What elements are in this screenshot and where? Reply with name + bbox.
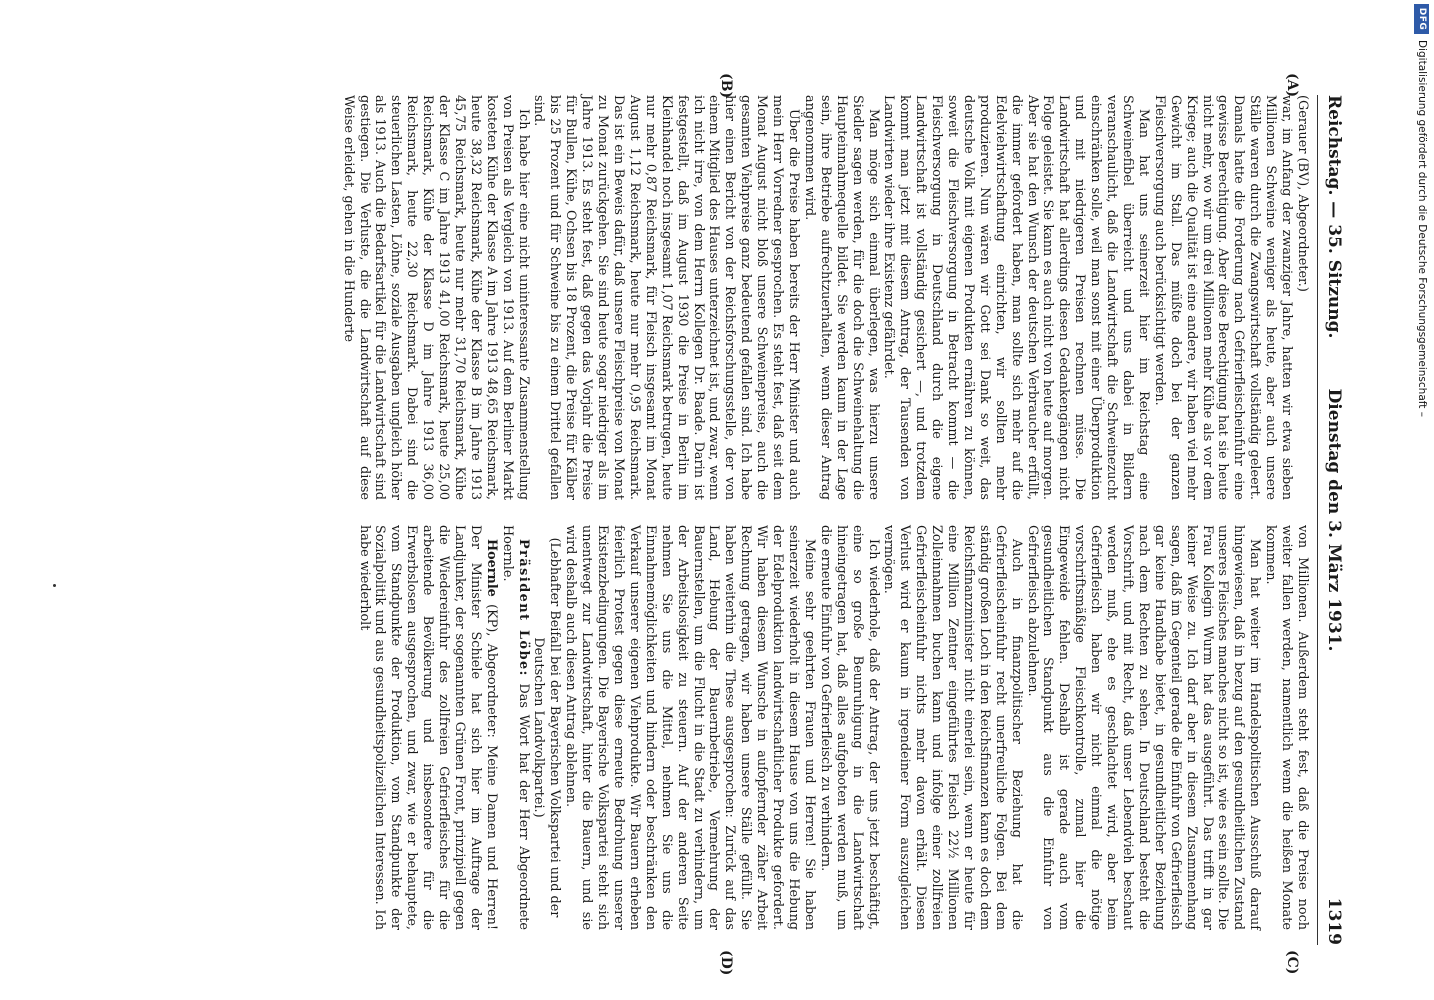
digitization-credit	[1412, 0, 1430, 1000]
header-left: Reichstag. — 35. Sitzung.	[1324, 95, 1344, 339]
paragraph: Man hat uns seinerzeit hier im Reichstag eine Schweinefibel überreicht und uns dabei in Bildern veranschaulicht, daß die Landwirtschaft die Schweinezucht einschränken solle, weil man sonst mit einer Überproduktion und mit niedrigeren Preisen rechnen müsse. Die Landwirtschaft hat allerdings diesen Gedankengängen nicht Folge geleistet. Sie kann es auch nicht von heute auf morgen. Aber sie hat den Wunsch der deutschen Verbraucher erfüllt, die immer gefordert haben, man sollte sich mehr auf die Edelviehwirtschaftung einrichten, wir sollten mehr produzieren. Nun wären wir Gott sei Dank so weit, das deutsche Volk mit eigenen Produkten ernähren zu können, soweit die Fleischversorgung in Betracht kommt — die Fleischversorgung in Deutschland durch die eigene Landwirtschaft ist vollständig gesichert —, und trotzdem kommt man jetzt mit diesem Antrag, der Tausenden von Landwirten wieder ihre Existenz gefährdet.	[881, 95, 1151, 500]
document-page	[94, 73, 1344, 976]
credit-text: Digitalisierung gefördert durch die Deutsche Forschungsgemeinschaft –	[1416, 40, 1428, 417]
paragraph: Man möge sich einmal überlegen, was hierzu unsere Siedler sagen werden, für die doch die Schweinehaltung die Haupteinnahmequelle bildet. Sie werden kaum in der Lage sein, ihre Betriebe aufrechtzuerhalten, wenn dieser Antrag angenommen wird.	[801, 95, 881, 500]
paragraph: von Millionen. Außerdem steht fest, daß die Preise noch weiter fallen werden, namentlich wenn die heißen Monate kommen.	[1263, 525, 1310, 930]
scan-speck	[53, 584, 56, 587]
paragraph: Ich wiederhole, daß der Antrag, der uns jetzt beschäftigt, eine so große Beunruhigung in die Landwirtschaft hineingetragen hat, daß alles aufgeboten werden muß, um die erneute Einfuhr von Gefrierfleisch zu verhindern.	[817, 525, 881, 930]
page-header	[1320, 95, 1344, 945]
president-text: Das Wort hat der Herr Abgeordnete Hoernle.	[499, 525, 531, 930]
paragraph: Ich habe hier eine nicht uninteressante Zusammenstellung von Preisen als Vergleich von 1913. Auf dem Berliner Markt kosteten Kühe der Klasse A im Jahre 1913 48,65 Reichsmark, heute 38,32 Reichsmark, Kühe der Klasse B im Jahre 1913 45,75 Reichsmark, heute nur mehr 31,70 Reichsmark, Kühe der Klasse C im Jahre 1913 41,00 Reichsmark, heute 25,00 Reichsmark, Kühe der Klasse D im Jahre 1913 36,00 Reichsmark, heute 22,30 Reichsmark. Dabei sind die steuerlichen Lasten, Löhne, soziale Ausgaben ungleich höher als 1913. Auch die Bedarfsartikel für die Landwirtschaft sind gestiegen. Die Verluste, die die Landwirtschaft auf diese Weise erleidet, gehen in die Hunderte	[340, 95, 531, 500]
header-rule	[1317, 95, 1318, 945]
page-number: 1319	[1324, 897, 1344, 945]
paragraph: war, im Anfang der zwanziger Jahre, hatten wir etwa sieben Millionen Schweine weniger als heute, aber auch unsere Ställe waren durch die Zwangswirtschaft vollständig geleert. Damals hatte die Forderung nach Gefrierfleischeinfuhr eine gewisse Berechtigung. Aber diese Berechtigung hat sie heute nicht mehr, wo wir um drei Millionen mehr Kühe als vor dem Kriege; auch die Qualität ist eine andere, wir haben viel mehr Gewicht im Stall. Das müßte doch bei der ganzen Fleischversorgung auch berücksichtigt werden.	[1151, 95, 1295, 500]
hoernle-paragraph	[356, 525, 499, 930]
header-date: Dienstag den 3. März 1931.	[1324, 388, 1344, 652]
right-column	[356, 525, 1310, 930]
margin-marker-b: (B)	[718, 73, 734, 99]
paragraph: Über die Preise haben bereits der Herr Minister und auch mein Herr Vorredner gesprochen. Es steht fest, daß seit dem Monat August nicht bloß unsere Schweinepreise, auch die gesamten Viehpreise ganz bedeutend gefallen sind. Ich habe hier einen Bericht von der Reichsforschungsstelle, der von einem Mitglied des Hauses unterzeichnet ist, und zwar, wenn ich nicht irre, von dem Herrn Kollegen Dr. Baade. Darin ist festgestellt, daß im August 1930 die Preise in Berlin im Kleinhandel noch insgesamt 1,07 Reichsmark betrugen, heute nur mehr 0,87 Reichsmark, für Fleisch insgesamt im Monat August 1,12 Reichsmark, heute nur mehr 0,95 Reichsmark. Das ist ein Beweis dafür, daß unsere Fleischpreise von Monat zu Monat zurückgehen. Sie sind heute sogar niedriger als im Jahre 1913. Es steht fest, daß gegen das Vorjahr die Preise für Bullen, Kühe, Ochsen bis 18 Prozent, die Preise für Kälber bis 25 Prozent und für Schweine bis zu einem Drittel gefallen sind.	[531, 95, 801, 500]
dfg-logo: DFG	[1414, 4, 1429, 34]
paragraph: Meine sehr geehrten Frauen und Herren! Sie haben seinerzeit wiederholt in diesem Hause von uns die Hebung der Edelproduktion landwirtschaftlicher Produkte gefordert. Wir haben diesem Wunsche in aufopfernder zäher Arbeit Rechnung getragen, wir haben unsere Ställe gefüllt. Sie haben weiterhin die These ausgesprochen: Zurück auf das Land, Hebung der Bauernbetriebe, Vermehrung der Bauernstellen, um die Flucht in die Stadt zu verhindern, um der Arbeitslosigkeit zu steuern. Auf der anderen Seite nehmen Sie uns die Mittel, nehmen Sie uns die Einnahmemöglichkeiten und hindern oder beschränken den Verkauf unserer eigenen Viehprodukte. Wir Bauern erheben feierlich Protest gegen diese erneute Bedrohung unserer Existenzbedingungen. Die Bayerische Volkspartei steht sich unentwegt zur Landwirtschaft, hinter die Bauern, und sie wird deshalb auch diesen Antrag ablehnen.	[563, 525, 817, 930]
margin-marker-a: (A)	[1284, 73, 1300, 98]
paragraph: Man hat weiter im Handelspolitischen Ausschuß darauf hingewiesen, daß in bezug auf den gesundheitlichen Zustand unseres Fleisches manches nicht so ist, wie es sein sollte. Die Frau Kollegin Wurm hat das ausgeführt. Das trifft in gar keiner Weise zu. Ich darf aber in diesem Zusammenhang sagen, daß im Gegenteil gerade die Einfuhr von Gefrierfleisch gar keine Handhabe bietet, in gesundheitlicher Beziehung nach dem Rechten zu sehen. In Deutschland besteht die Vorschrift, und mit Recht, daß unser Lebendvieh beschaut werden muß, ehe es geschlachtet wird, aber beim Gefrierfleisch haben wir nicht einmal die nötige vorschriftsmäßige Fleischkontrolle, zumal hier die Eingeweide fehlen. Deshalb ist gerade auch vom gesundheitlichen Standpunkt aus die Einfuhr von Gefrierfleisch abzulehnen.	[1024, 525, 1263, 930]
president-paragraph	[499, 525, 531, 930]
margin-marker-c: (C)	[1284, 950, 1300, 975]
left-column	[340, 95, 1310, 500]
speaker-hoernle: Hoernle	[483, 539, 499, 597]
speaker-line: (Gerauer (BV), Abgeordneter.)	[1295, 95, 1310, 292]
president-label: Präsident Löbe:	[515, 539, 531, 677]
margin-marker-d: (D)	[718, 950, 734, 976]
paragraph: Auch in finanzpolitischer Beziehung hat die Gefrierfleischeinfuhr recht unerfreuliche Folgen. Bei dem ständig großen Loch in den Reichsfinanzen kann es doch dem Reichsfinanzminister nicht einerlei sein, wenn er heute für eine Million Zentner eingeführtes Fleisch 22½ Millionen Zolleinnahmen buchen kann und infolge einer zollfreien Gefrierfleischeinfuhr nichts mehr davon erhält. Diesen Verlust wird er kaum in irgendeiner Form auszugleichen vermögen.	[881, 525, 1024, 930]
applause-note: (Lebhafter Beifall bei der Bayerischen Volkspartei und der Deutschen Landvolkpartei.)	[531, 537, 563, 918]
hoernle-text: (KP), Abgeordneter: Meine Damen und Herren! Der Minister Schiele hat sich hier im Auftrage der Landjunker, der sogenannten Grünen Front, prinzipiell gegen die Wiedereinfuhr des zollfreien Gefrierfleisches für die arbeitende Bevölkerung und insbesondere für die Erwerbslosen ausgesprochen, und zwar, wie er behauptete, vom Standpunkte der Produktion, vom Standpunkte der Sozialpolitik und aus gesundheitspolizeilichen Interessen. Ich habe wiederholt	[356, 525, 499, 930]
